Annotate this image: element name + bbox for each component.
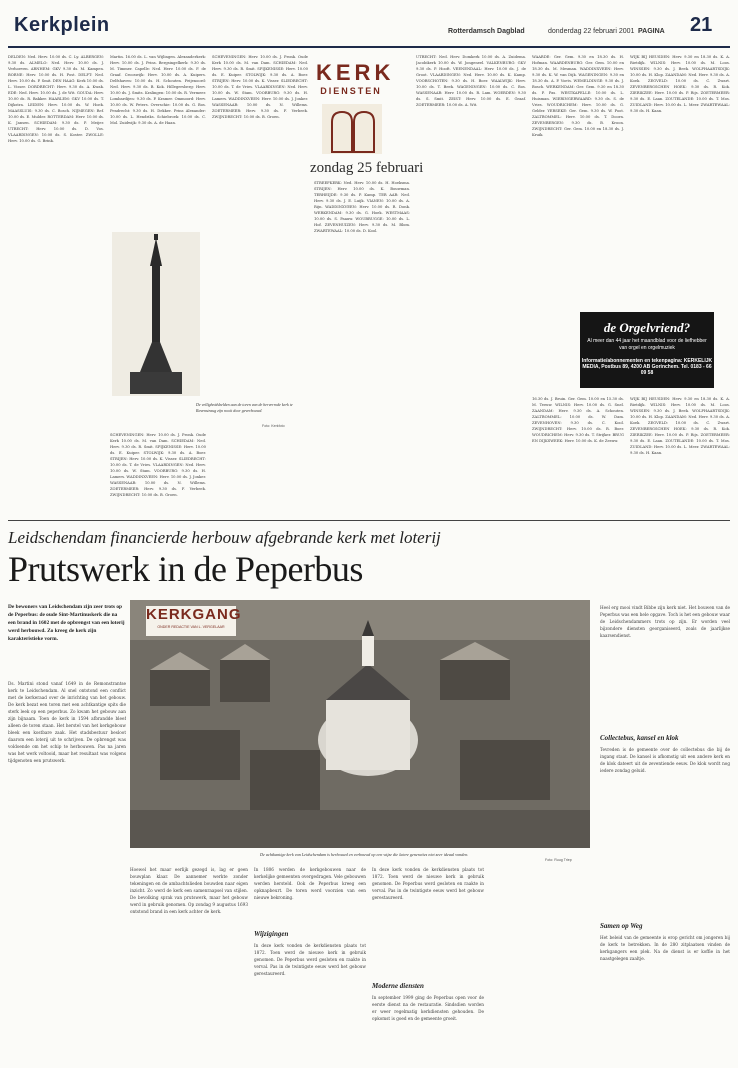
listing-column-1: DELDEN: Ned. Herv. 10.00 ds. C. Ly. ALBERGEN: 9.30 ds. ALMELO: Ned. Herv. 10.00 ds. J. Verhoeven. ARNHEM: GKV 9.30 ds. M. Kampen. BORNE: Herv. 10.00 ds. H. Post. DELFT: Ned. Herv. 10.00 ds. P. Smit. DEN HAAG: Kerk 10.00 ds. L. Visser. DORDRECHT: Herv. 9.30 ds. A. Kwak. EDE: Ned. Herv. 10.00 ds. J. de Wit. GOUDA: Herv. 10.00 ds. R. Bakker. HAARLEM: GKV 10.00 ds. T. Dijkstra. LEIDEN: Herv. 10.00 ds. W. Hoek. MAASSLUIS: 9.30 ds. C. Bosch. NIJMEGEN: Ref. 10.00 ds. E. Mulder. ROTTERDAM: Herv. 10.00 ds. K. Jansen. SCHIEDAM: 9.30 ds. P. Meijer. UTRECHT: Herv. 10.00 ds. D. Vos. VLAARDINGEN: 10.00 ds. S. Koster. ZWOLLE: Herv. 10.00 ds. G. Brink. — [8, 55, 104, 143]
listing-column-7b: WIJK BIJ HEUSDEN: Herv. 9.30 en 18.30 ds. K. A. Rietdijk. WILNIS: Herv. 10.00 ds. M. Loos. WINSSEN: 9.30 ds. J. Beek. WOLPHAARTSDIJK: 10.00 ds. H. Klop. ZAANDAM: Ned. Herv. 9.30 ds. A. Koek. ZEGVELD: 10.00 ds. C. Zwart. ZEVENBERGSCHEN HOEK: 9.30 ds. R. Kok. ZIERIKZEE: Herv. 10.00 ds. P. Rijs. ZOETERMEER: 9.30 ds. E. Laan. ZOUTELANDE: 10.00 ds. T. Mos. ZUIDLAND: Herv. 10.00 ds. L. Meer. ZWARTEWAAL: 9.30 ds. H. Kaan. — [630, 397, 730, 455]
listing-column-2b: SCHEVENINGEN: Herv. 10.00 ds. J. Pronk. Oude Kerk 10.00 ds. M. van Dam. SCHIEDAM: Ned. Herv. 9.30 ds. R. Smit. SPIJKENISSE: Herv. 10.00 ds. E. Kuiper. STOLWIJK: 9.30 ds. A. Boer. STRIJEN: Herv. 10.00 ds. K. Visser. SLIEDRECHT: 10.00 ds. T. de Vries. VLAARDINGEN: Ned. Herv. 10.00 ds. W. Stam. VOORBURG: 9.30 ds. H. Lamers. WADDINXVEEN: Herv. 10.00 ds. J. Jonker. WASSENAAR: 10.00 ds. N. Willems. ZOETERMEER: Herv. 9.30 ds. F. Verbeek. ZWIJNDRECHT: 10.00 ds. B. Groen. — [110, 433, 206, 497]
listing-column-5: UTRECHT: Ned. Herv. Domkerk 10.00 ds. A. Zuidema. Jacobikerk 10.00 ds. W. Jongeneel. VALKENBURG: GKV 9.30 ds. P. Hooft. VEENENDAAL: Herv. 10.00 ds. J. de Groot. VLAARDINGEN: Ned. Herv. 10.00 ds. K. Kamp. VOORSCHOTEN: 9.30 ds. H. Boer. WAALWIJK: Herv. 10.00 ds. T. Beek. WAGENINGEN: 10.00 ds. C. Bos. WASSENAAR: Herv. 10.00 ds. R. Lam. WOERDEN: 9.30 ds. S. Smit. ZEIST: Herv. 10.00 ds. E. Graaf. ZOETERMEER: 10.00 ds. A. Wit. — [416, 55, 526, 107]
kerkdiensten-logo-line2: DIENSTEN — [320, 86, 382, 96]
article-body-col5c: Het beleid van de gemeente is erop gericht om jongeren bij de kerk te betrekken. In de 280 zitplaatsen vinden de kerkgangers een plek. Na de dienst is er koffie in het naastgelegen zaaltje. — [600, 935, 730, 961]
church-windows-illustration — [322, 104, 382, 154]
article-body-col3a: In 1806 werden de kerkgebouwen naar de kerkelijke gemeenten overgedragen. Vele gebouwen werden hersteld. Ook de Peperbus kreeg een opknapbeurt. De toren werd voorzien van een nieuwe bekroning. — [254, 867, 366, 900]
paper-name: Rotterdamsch Dagblad — [448, 28, 525, 35]
church-photo-caption: De velligheidsbelden aan de toren van de herverrode kerk te Ravenstraug zijn nooit door geverbouwd. — [196, 402, 293, 413]
listing-column-3: SCHEVENINGEN: Herv. 10.00 ds. J. Pronk. Oude Kerk 10.00 ds. M. van Dam. SCHIEDAM: Ned. Herv. 9.30 ds. R. Smit. SPIJKENISSE: Herv. 10.00 ds. E. Kuiper. STOLWIJK: 9.30 ds. A. Boer. STRIJEN: Herv. 10.00 ds. K. Visser. SLIEDRECHT: 10.00 ds. T. de Vries. VLAARDINGEN: Ned. Herv. 10.00 ds. W. Stam. VOORBURG: 9.30 ds. H. Lamers. WADDINXVEEN: Herv. 10.00 ds. J. Jonker. WASSENAAR: 10.00 ds. N. Willems. ZOETERMEER: Herv. 9.30 ds. F. Verbeek. ZWIJNDRECHT: 10.00 ds. B. Groen. — [212, 55, 308, 119]
article-kicker: Leidschendam financierde herbouw afgebrande kerk met loterij — [8, 528, 441, 547]
page-date: donderdag 22 februari 2001 — [548, 28, 635, 35]
article-lede: De bewoners van Leidschendam zijn zeer trots op de Peperbus: de oude Sint-Martinuskerk die na een brand in 1602 met de opbrengst van een loterij werd herbouwd. Zo kreeg de kerk zijn karakteristieke vorm. — [8, 604, 125, 642]
ad-contact: Informatie/abonnementen en tekenpagina: KERKELIJK MEDIA, Postbus 89, 4200 AB Gorinchem. Tel. 0183 - 66 09 58 — [581, 358, 713, 376]
listing-column-4: STREEFKERK: Ned. Herv. 10.00 ds. H. Hoeksma. STRIJEN: Herv. 10.00 ds. K. Bouwman. TERHEIJDE: 9.30 ds. P. Kamp. TER AAR: Ned. Herv. 9.30 ds. J. E. Luijk. VIANEN: 10.00 ds. A. Rijn. WADDINXVEEN: Herv. 10.00 ds. R. Donk. WERKENDAM: 9.30 ds. G. Hoek. WESTMAAS: 10.00 ds. S. Paauw. WOUBRUGGE: 10.00 ds. L. Hof. ZEVENHUIZEN: Herv. 9.30 ds. M. Blom. ZWARTEWAAL: 10.00 ds. D. Kool. — [314, 181, 410, 233]
listing-column-7: WIJK BIJ HEUSDEN: Herv. 9.30 en 18.30 ds. K. A. Rietdijk. WILNIS: Herv. 10.00 ds. M. Loos. WINSSEN: 9.30 ds. J. Beek. WOLPHAARTSDIJK: 10.00 ds. H. Klop. ZAANDAM: Ned. Herv. 9.30 ds. A. Koek. ZEGVELD: 10.00 ds. C. Zwart. ZEVENBERGSCHEN HOEK: 9.30 ds. R. Kok. ZIERIKZEE: Herv. 10.00 ds. P. Rijs. ZOETERMEER: 9.30 ds. E. Laan. ZOUTELANDE: 10.00 ds. T. Mos. ZUIDLAND: Herv. 10.00 ds. L. Meer. ZWARTEWAAL: 9.30 ds. H. Kaan. — [630, 55, 730, 113]
photo-caption: De achtkantige kerk van Leidschendam is herbouwd en verbouwd op een wijze die latere generaties niet zeer ideaal vonden. — [260, 852, 469, 857]
photo-credit: Foto: Ruug Triep — [545, 858, 572, 862]
orgelvriend-advertisement[interactable] — [580, 312, 714, 388]
listing-column-2: Martin. 16.00 ds. L. van Wijlingen. Alexanderkerk: Herv. 10.00 ds. J. Prins. Bergsingelkerk: 9.30 ds. M. Timmer. Capelle: Ned. Herv. 10.00 ds. F. de Graaf. Crooswijk: Herv. 10.00 ds. A. Kuipers. Delfshaven: 10.00 ds. H. Schouten. Feijenoord: Ned. Herv. 9.30 ds. B. Kok. Hillegersberg: Herv. 10.00 ds. J. Smits. Kralingen: 10.00 ds. R. Vermeer. Lombardijen: 9.30 ds. P. Kramer. Ommoord: Herv. 10.00 ds. W. Peters. Overschie: 10.00 ds. G. Bos. Pendrecht: 9.30 ds. H. Dekker. Prins Alexander: 10.00 ds. L. Hendriks. Schiebroek: 10.00 ds. C. Mol. Zuidwijk: 9.30 ds. A. de Haan. — [110, 55, 206, 125]
listing-column-6b: 16.30 ds. J. Bruin. Ger. Gem. 10.00 en 15.30 ds. M. Teeuw. WILNIS: Herv. 10.00 ds. G. Snel. ZAANDAM: Herv. 9.30 ds. A. Schouten. ZALTBOMMEL: 10.00 ds. W. Dam. ZEVENHOVEN: 9.30 ds. C. Kool. ZWIJNDRECHT: Herv. 10.00 ds. R. Boer. WOUDRICHEM: Herv. 9.30 ds. T. Strijker. BRUG EN DIJKSWEEK: Herv. 10.00 ds. K. de Zeeuw. — [532, 397, 624, 443]
section-divider — [8, 520, 730, 521]
kerkdiensten-date: zondag 25 februari — [310, 160, 424, 176]
page-header — [8, 6, 730, 48]
article-body-col2: Hoewel het maar eerlijk gezegd is, lag er geen bouwplan klaar. De aannemer werkte zonder tekeningen en de ambachtslieden bouwden naar eigen inzicht. Zo werd de kerk een samenraapsel van stijlen. De bevolking sprak van prutswerk, maar het gebouw werd in gebruik genomen. Op zondag 9 augustus 1693 ontstond brand in een kerk achter de kerk. — [130, 867, 248, 914]
church-tower-photo — [112, 232, 200, 396]
kerkgang-title: KERKGANG — [146, 606, 242, 623]
ad-title: de Orgelvriend? — [603, 320, 691, 335]
subhead-moderne-diensten: Moderne diensten — [372, 982, 424, 990]
article-body-col3b: In deze kerk vonden de kerkdiensten plaats tot 1872. Toen werd de nieuwe kerk in gebruik genomen. De Peperbus werd gesloten en raakte in verval. Pas in de twintigste eeuw werd het gebouw gerestaureerd. — [254, 943, 366, 976]
kerkdiensten-logo — [316, 60, 395, 100]
page-number: 21 — [690, 14, 713, 36]
subhead-wijzigingen: Wijzigingen — [254, 930, 289, 938]
article-body-col4b: In september 1999 ging de Peperbus open voor de eerste dienst na de restauratie. Sindsdien worden er weer regelmatig kerkdiensten gehouden. De opkomst is goed en de gemeente groeit. — [372, 995, 484, 1021]
article-body-col4a: In deze kerk vonden de kerkdiensten plaats tot 1872. Toen werd de nieuwe kerk in gebruik genomen. De Peperbus werd gesloten en raakte in verval. Pas in de twintigste eeuw werd het gebouw gerestaureerd. — [372, 867, 484, 900]
article-body-col1: Ds. Martini stond vanaf 1649 in de Remonstrantse kerk te Leidschendam. Al snel ontstond een conflict met de kerkeraad over de inrichting van het gebouw. De kerk bezat een toren met een achtkantige spits die sterk leek op een peperbus. Zo kwam het gebouw aan zijn bijnaam. Toen de kerk in 1594 afbrandde bleef alleen de toren staan. Het herstel van het kerkgebouw bleek een kostbare zaak. Het stadsbestuur besloot daarom een loterij uit te schrijven. De opbrengst was voldoende om het schip te herbouwen. Pas na jaren was het werk voltooid, maar het resultaat was volgens tijdgenoten een prutswerk. — [8, 681, 126, 763]
aerial-peperbus-photo — [130, 600, 590, 848]
subhead-collectebus: Collectebus, kansel en klok — [600, 734, 679, 742]
article-body-col5b: Tevreden is de gemeente over de collectebus die bij de ingang staat. De kansel is afkomstig uit een andere kerk en de klok dateert uit de zeventiende eeuw. De klok wordt nog iedere zondag geluid. — [600, 747, 730, 773]
article-body-col5a: Heel erg mooi vindt Bibbe zijn kerk niet. Het bouwen van de Peperbus was een hele opgave. Toch is het een gebouw waar de Leidschendammers trots op zijn. Er worden veel bijzondere diensten georganiseerd, zoals de jaarlijkse kaarsendienst. — [600, 605, 730, 638]
kerkdiensten-logo-line1: KERK — [316, 60, 395, 85]
section-title: Kerkplein — [14, 14, 110, 36]
subhead-samen-op-weg: Samen op Weg — [600, 922, 643, 930]
article-headline: Prutswerk in de Peperbus — [8, 549, 363, 589]
page-label: PAGINA — [638, 28, 665, 35]
listing-column-6: WAARDE: Ger. Gem. 9.30 en 18.30 ds. H. Hofman. WAARDENBURG: Ger. Gem. 10.00 en 18.30 ds. M. Mesman. WADDINXVEEN: Herv. 9.30 ds. K. W. van Dijk. WAGENINGEN: 9.30 en 18.30 ds. A. P. Voets. WEMELDINGE: 9.30 ds. J. Bosch. WERKENDAM: Ger. Gem. 9.30 en 18.30 ds. P. Pas. WESTKAPELLE: 10.00 ds. L. Huisman. WIERINGERWAARD: 9.30 ds. S. de Vries. WOUDRICHEM: Herv. 10.00 ds. G. Gelder. YERSEKE: Ger. Gem. 9.30 ds. W. Poot. ZALTBOMMEL: Herv. 10.00 ds. T. Doorn. ZEVENBERGEN: 9.30 ds. B. Kroon. ZWIJNDRECHT: Ger. Gem. 10.00 en 18.30 ds. J. Kruik. — [532, 55, 624, 137]
kerkgang-subtitle: ONDER REDACTIE VAN L. VERGELAAR — [157, 625, 225, 629]
ad-subtitle: Al meer dan 44 jaar het maandblad voor de liefhebber van orgel en orgelmuziek — [587, 338, 707, 351]
kerkgang-logo — [146, 606, 242, 636]
church-photo-credit: Foto: Kerkfoto — [262, 424, 285, 428]
